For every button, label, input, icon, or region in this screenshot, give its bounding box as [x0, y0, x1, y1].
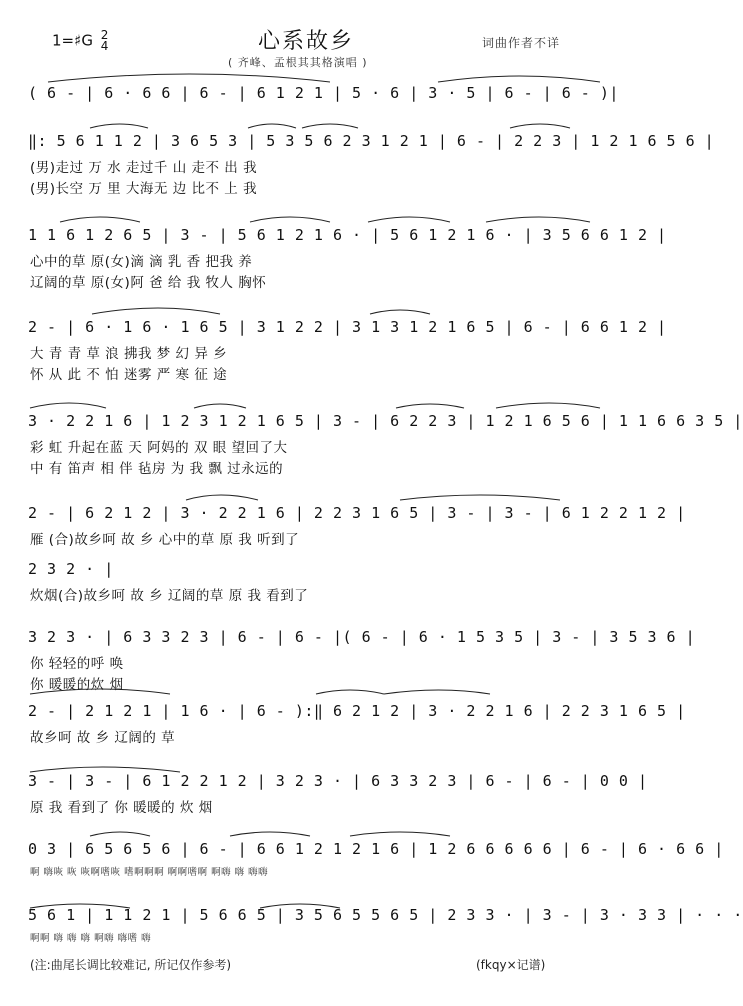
footer-note: (注:曲尾长调比较难记, 所记仅作参考) — [30, 958, 232, 972]
transcriber-credit: (fkqy×记谱) — [476, 958, 546, 972]
slur-arc — [396, 404, 464, 408]
lyric-line: 炊烟(合)故乡呵 故 乡 辽阔的草 原 我 看到了 — [30, 588, 309, 604]
lyric-line: 原 我 看到了 你 暖暖的 炊 烟 — [30, 800, 213, 816]
slur-arc — [384, 690, 490, 694]
notation-row: ‖: 5 6 1 1 2 | 3 6 5 3 | 5 3 5 6 2 3 1 2 1 | 6 - | 2 2 3 | 1 2 1 6 5 6 | — [28, 132, 715, 150]
slur-arc — [350, 832, 450, 836]
notation-row: 1 1 6 1 2 6 5 | 3 - | 5 6 1 2 1 6 · | 5 6 1 2 1 6 · | 3 5 6 6 1 2 | — [28, 226, 667, 244]
slur-arc — [92, 308, 220, 314]
slur-arc — [194, 404, 246, 408]
slur-arc — [438, 76, 600, 82]
time-signature — [101, 30, 109, 52]
notation-row: ( 6 - | 6 · 6 6 | 6 - | 6 1 2 1 | 5 · 6 | 3 · 5 | 6 - | 6 - )| — [28, 84, 619, 102]
notation-row: 0 3 | 6 5 6 5 6 | 6 - | 6 6 1 2 1 2 1 6 | 1 2 6 6 6 6 6 | 6 - | 6 · 6 6 | — [28, 840, 724, 858]
lyric-line: 你 暖暖的炊 烟 — [30, 677, 124, 693]
singers-text: ( 齐峰、孟根其其格演唱 ) — [228, 56, 368, 69]
notation-row: 2 - | 6 2 1 2 | 3 · 2 2 1 6 | 2 2 3 1 6 5 | 3 - | 3 - | 6 1 2 2 1 2 | — [28, 504, 686, 522]
key-label: 1=♯G — [52, 31, 93, 50]
slur-arc — [186, 495, 258, 500]
lyric-line: 啊 嗨咴 咴 咴啊嗜咴 嗜啊啊啊 啊啊嗜啊 啊嗨 嗨 嗨嗨 — [30, 867, 269, 878]
slur-arc — [248, 124, 296, 128]
slur-arc — [316, 690, 384, 694]
lyric-line: 雁 (合)故乡呵 故 乡 心中的草 原 我 听到了 — [30, 532, 300, 548]
lyric-line: 心中的草 原(女)滴 滴 乳 香 把我 养 — [30, 254, 253, 270]
lyric-line: 中 有 笛声 相 伴 毡房 为 我 飘 过永远的 — [30, 461, 284, 477]
key-signature — [52, 30, 108, 52]
notation-row: 5 6 1 | 1 1 2 1 | 5 6 6 5 | 3 5 6 5 5 6 5 | 2 3 3 · | 3 - | 3 · 3 3 | · · · — [28, 906, 743, 924]
time-numerator: 2 — [100, 28, 109, 42]
lyric-line: (男)走过 万 水 走过千 山 走不 出 我 — [30, 160, 258, 176]
lyric-line: 啊啊 嗨 嗨 嗨 啊嗨 嗨嗜 嗨 — [30, 933, 152, 944]
lyric-line: 故乡呵 故 乡 辽阔的 草 — [30, 730, 176, 746]
notation-row: 2 - | 2 1 2 1 | 1 6 · | 6 - ):‖ 6 2 1 2 | 3 · 2 2 1 6 | 2 2 3 1 6 5 | — [28, 702, 686, 720]
slur-arc — [250, 217, 330, 222]
lyric-line: 辽阔的草 原(女)阿 爸 给 我 牧人 胸怀 — [30, 275, 267, 291]
slur-arc — [230, 832, 310, 836]
slur-arc — [496, 403, 600, 408]
time-denominator: 4 — [100, 39, 109, 53]
notation-row: 3 - | 3 - | 6 1 2 2 1 2 | 3 2 3 · | 6 3 3 2 3 | 6 - | 6 - | 0 0 | — [28, 772, 648, 790]
lyric-line: 彩 虹 升起在蓝 天 阿妈的 双 眼 望回了大 — [30, 440, 288, 456]
lyric-line: 你 轻轻的呼 唤 — [30, 656, 124, 672]
slur-arc — [30, 403, 106, 408]
slur-arc — [90, 832, 150, 836]
slur-arc — [90, 124, 148, 128]
page-title: 心系故乡 — [258, 29, 355, 54]
credit-text: 词曲作者不详 — [482, 36, 561, 50]
slur-arc — [486, 217, 590, 222]
slur-arc — [400, 495, 560, 500]
lyric-line: 怀 从 此 不 怕 迷雾 严 寒 征 途 — [30, 367, 228, 383]
slur-arc — [48, 74, 330, 82]
slur-arc — [368, 217, 450, 222]
notation-row: 2 3 2 · | — [28, 560, 114, 578]
notation-row: 3 2 3 · | 6 3 3 2 3 | 6 - | 6 - |( 6 - | 6 · 1 5 3 5 | 3 - | 3 5 3 6 | — [28, 628, 696, 646]
slur-arc — [60, 217, 140, 222]
slur-arc — [302, 124, 358, 128]
lyric-line: (男)长空 万 里 大海无 边 比不 上 我 — [30, 181, 258, 197]
slur-arc — [370, 310, 430, 314]
notation-row: 3 · 2 2 1 6 | 1 2 3 1 2 1 6 5 | 3 - | 6 2 2 3 | 1 2 1 6 5 6 | 1 1 6 6 3 5 | — [28, 412, 743, 430]
lyric-line: 大 青 青 草 浪 拂我 梦 幻 异 乡 — [30, 346, 228, 362]
notation-row: 2 - | 6 · 1 6 · 1 6 5 | 3 1 2 2 | 3 1 3 1 2 1 6 5 | 6 - | 6 6 1 2 | — [28, 318, 667, 336]
slur-arc — [510, 124, 570, 128]
